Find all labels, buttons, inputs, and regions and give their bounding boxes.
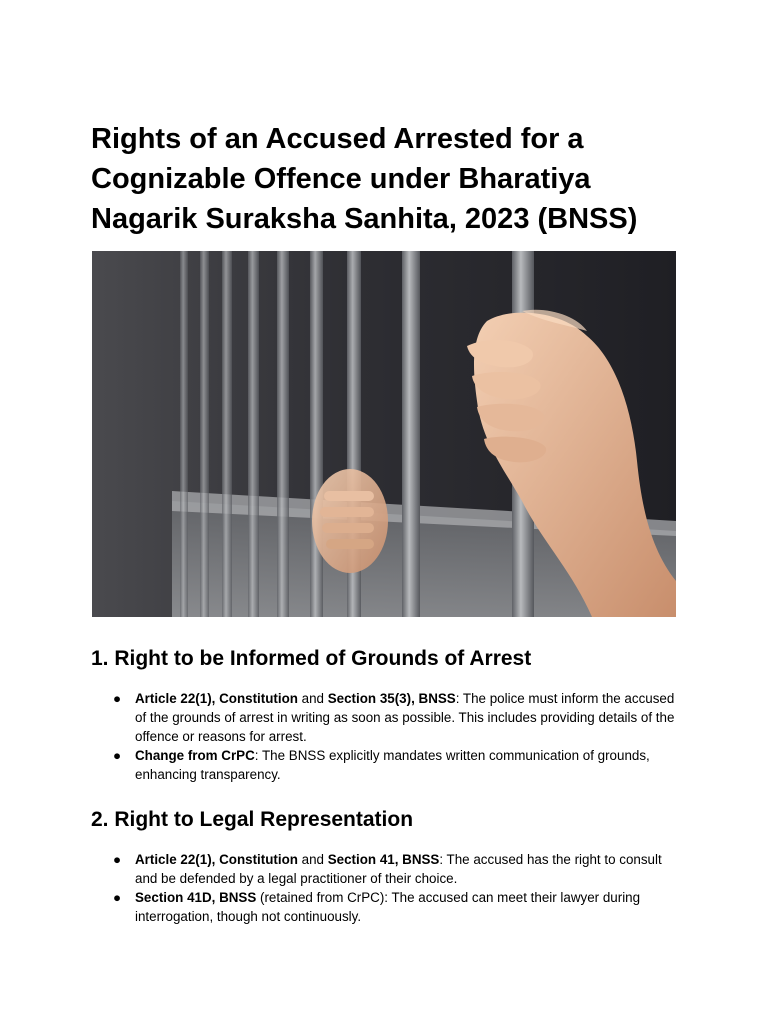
bullet-list-grounds-of-arrest <box>91 689 681 784</box>
jail-bars-image <box>92 251 676 617</box>
list-item <box>91 850 681 888</box>
bold-term: Section 41, BNSS <box>327 852 440 867</box>
list-text: (retained from CrPC): The accused can meet their lawyer during interrogation, though not continuously. <box>135 890 641 924</box>
jail-bars-illustration <box>92 251 676 617</box>
section-heading-grounds-of-arrest: 1. Right to be Informed of Grounds of Arrest <box>91 647 532 670</box>
document-title: Rights of an Accused Arrested for a Cognizable Offence under Bharatiya Nagarik Suraksha Sanhita, 2023 (BNSS) <box>91 123 638 235</box>
list-text: : The accused has the right to consult and be defended by a legal practitioner of their choice. <box>135 852 662 886</box>
bullet-icon: ● <box>113 691 122 706</box>
bullet-icon: ● <box>113 852 122 867</box>
bullet-icon: ● <box>113 748 122 763</box>
list-item <box>91 746 681 784</box>
list-item <box>91 689 681 746</box>
bold-term: Article 22(1), Constitution <box>135 852 298 867</box>
bold-term: Change from CrPC <box>135 748 255 763</box>
list-text: : The BNSS explicitly mandates written communication of grounds, enhancing transparency. <box>135 748 650 782</box>
bullet-icon: ● <box>113 890 122 905</box>
bold-term: Article 22(1), Constitution <box>135 691 298 706</box>
bold-term: Section 41D, BNSS <box>135 890 257 905</box>
list-item <box>91 888 681 926</box>
section-heading-legal-representation: 2. Right to Legal Representation <box>91 808 414 831</box>
bold-term: Section 35(3), BNSS <box>327 691 456 706</box>
bullet-list-legal-representation <box>91 850 681 926</box>
list-text: and <box>297 691 328 706</box>
list-text: and <box>297 852 328 867</box>
list-text: : The police must inform the accused of the grounds of arrest in writing as soon as possible. This includes providing details of the offence or reasons for arrest. <box>135 691 675 744</box>
